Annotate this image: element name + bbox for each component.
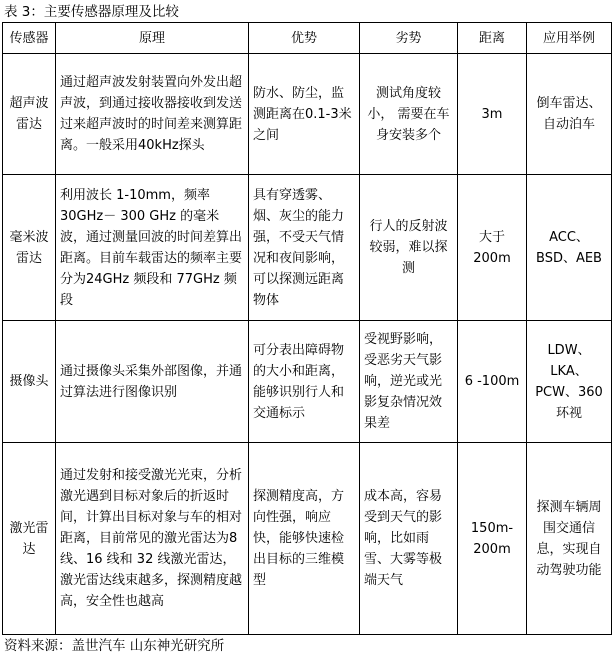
- sensor-cell: 摄像头: [3, 321, 56, 443]
- header-range: 距离: [458, 23, 527, 54]
- range-cell: 3m: [458, 54, 527, 175]
- application-cell: LDW、LKA、PCW、360 环视: [527, 321, 612, 443]
- application-cell: 探测车辆周围交通信息，实现自动驾驶功能: [527, 443, 612, 635]
- sensor-cell: 毫米波雷达: [3, 175, 56, 321]
- table-row: [3, 54, 612, 175]
- range-cell: 大于200m: [458, 175, 527, 321]
- table-row: [3, 175, 612, 321]
- sensor-comparison-table: [2, 22, 612, 635]
- table-caption: 表 3：主要传感器原理及比较: [4, 4, 179, 20]
- table-row: [3, 443, 612, 635]
- sensor-cell: 超声波雷达: [3, 54, 56, 175]
- advantage-cell: 具有穿透雾、烟、灰尘的能力强，不受天气情况和夜间影响，可以探测远距离物体: [249, 175, 360, 321]
- application-cell: ACC、BSD、AEB: [527, 175, 612, 321]
- table-header-row: [3, 23, 612, 54]
- source-note: 资料来源：盖世汽车 山东神光研究所: [4, 638, 225, 654]
- range-cell: 6 -100m: [458, 321, 527, 443]
- header-disadvantage: 劣势: [360, 23, 458, 54]
- disadvantage-cell: 测试角度较小， 需要在车身安装多个: [360, 54, 458, 175]
- disadvantage-cell: 行人的反射波较弱，难以探测: [360, 175, 458, 321]
- header-principle: 原理: [56, 23, 249, 54]
- principle-cell: 通过摄像头采集外部图像，并通过算法进行图像识别: [56, 321, 249, 443]
- advantage-cell: 防水、防尘，监测距离在0.1-3米之间: [249, 54, 360, 175]
- disadvantage-cell: 成本高，容易受到天气的影响，比如雨雪、大雾等极端天气: [360, 443, 458, 635]
- sensor-cell: 激光雷达: [3, 443, 56, 635]
- header-sensor: 传感器: [3, 23, 56, 54]
- application-cell: 倒车雷达、自动泊车: [527, 54, 612, 175]
- disadvantage-cell: 受视野影响，受恶劣天气影响，逆光或光影复杂情况效果差: [360, 321, 458, 443]
- principle-cell: 利用波长 1-10mm，频率 30GHz－ 300 GHz 的毫米波，通过测量回波的时间差算出距离。目前车载雷达的频率主要分为24GHz 频段和 77GHz 频段: [56, 175, 249, 321]
- principle-cell: 通过发射和接受激光光束，分析激光遇到目标对象后的折返时间，计算出目标对象与车的相对距离，目前常见的激光雷达为8 线、16 线和 32 线激光雷达，激光雷达线束越多，探测精度越高，安全性也越高: [56, 443, 249, 635]
- advantage-cell: 探测精度高，方向性强，响应快，能够快速检出目标的三维模型: [249, 443, 360, 635]
- principle-cell: 通过超声波发射装置向外发出超声波，到通过接收器接收到发送过来超声波时的时间差来测算距离。一般采用40kHz探头: [56, 54, 249, 175]
- range-cell: 150m-200m: [458, 443, 527, 635]
- table-row: [3, 321, 612, 443]
- header-application: 应用举例: [527, 23, 612, 54]
- advantage-cell: 可分表出障碍物的大小和距离，能够识别行人和交通标示: [249, 321, 360, 443]
- header-advantage: 优势: [249, 23, 360, 54]
